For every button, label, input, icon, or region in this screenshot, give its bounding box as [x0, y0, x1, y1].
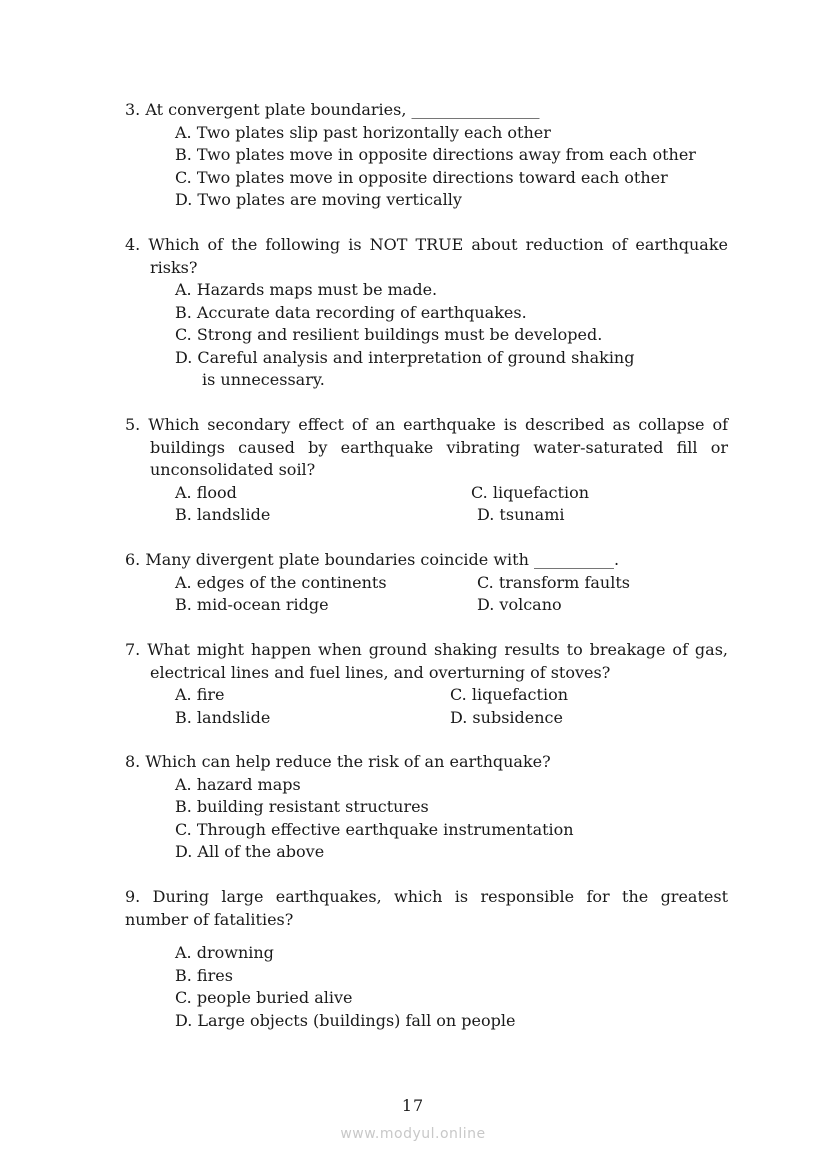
question-4-option-d-continued: is unnecessary.: [202, 370, 325, 389]
question-3-stem: 3. At convergent plate boundaries, ________________: [125, 100, 540, 119]
question-5-options-row-1: [125, 482, 728, 505]
question-7-option-a: A. fire: [175, 685, 225, 704]
question-5-options-row-2: [125, 504, 728, 527]
question-3-option-b: B. Two plates move in opposite directions away from each other: [175, 145, 696, 164]
question-4-option-b: B. Accurate data recording of earthquakes.: [175, 302, 527, 322]
question-8-option-a: A. hazard maps: [175, 774, 301, 794]
question-6-options-row-2: [125, 594, 728, 617]
question-4-option-c: C. Strong and resilient buildings must be developed.: [175, 325, 603, 344]
question-6-option-a: A. edges of the continents: [175, 572, 387, 592]
question-7-stem: 7. What might happen when ground shaking results to breakage of gas, electrical lines and fuel lines, and overturning of stoves?: [125, 640, 728, 682]
question-9-option-b: B. fires: [175, 965, 233, 985]
question-5-option-c: C. liquefaction: [471, 482, 589, 502]
question-9-option-c: C. people buried alive: [175, 988, 353, 1007]
question-5: [125, 414, 728, 527]
question-3: [125, 99, 728, 212]
question-5-option-a: A. flood: [175, 482, 237, 502]
question-7-option-c: C. liquefaction: [450, 685, 568, 704]
question-6: [125, 549, 728, 617]
question-3-option-c: C. Two plates move in opposite directions toward each other: [175, 167, 668, 187]
question-7-option-d: D. subsidence: [450, 707, 563, 727]
question-8-option-d: D. All of the above: [175, 842, 325, 861]
question-6-option-c: C. transform faults: [477, 572, 630, 592]
question-6-option-d: D. volcano: [477, 595, 562, 614]
question-7: [125, 639, 728, 729]
question-4-stem: 4. Which of the following is NOT TRUE about reduction of earthquake risks?: [125, 235, 728, 277]
question-5-stem: 5. Which secondary effect of an earthquake is described as collapse of buildings caused by earthquake vibrating water-saturated fill or unconsolidated soil?: [125, 415, 728, 479]
question-8-stem: 8. Which can help reduce the risk of an earthquake?: [125, 752, 551, 771]
question-7-options-row-2: [125, 707, 728, 730]
question-6-option-b: B. mid-ocean ridge: [175, 595, 329, 614]
question-8-option-c: C. Through effective earthquake instrumentation: [175, 819, 574, 839]
question-5-option-d: D. tsunami: [477, 505, 565, 524]
question-9-stem: 9. During large earthquakes, which is responsible for the greatest number of fatalities?: [125, 887, 728, 929]
question-8: [125, 751, 728, 864]
question-3-option-d: D. Two plates are moving vertically: [175, 190, 462, 209]
question-6-options-row-1: [125, 572, 728, 595]
question-7-option-b: B. landslide: [175, 707, 271, 727]
question-9-option-a: A. drowning: [175, 943, 274, 962]
question-4-option-a: A. Hazards maps must be made.: [175, 280, 438, 299]
watermark: www.modyul.online: [340, 1126, 486, 1142]
question-3-option-a: A. Two plates slip past horizontally each other: [175, 122, 551, 142]
question-9-option-d: D. Large objects (buildings) fall on people: [175, 1010, 516, 1030]
question-5-option-b: B. landslide: [175, 505, 271, 524]
question-7-options-row-1: [125, 684, 728, 707]
question-8-option-b: B. building resistant structures: [175, 797, 429, 816]
question-6-stem: 6. Many divergent plate boundaries coincide with __________.: [125, 550, 620, 569]
page-number: 17: [401, 1096, 425, 1115]
question-4: [125, 234, 728, 392]
question-4-option-d: D. Careful analysis and interpretation of ground shaking: [175, 347, 635, 367]
question-9: [125, 886, 728, 1032]
